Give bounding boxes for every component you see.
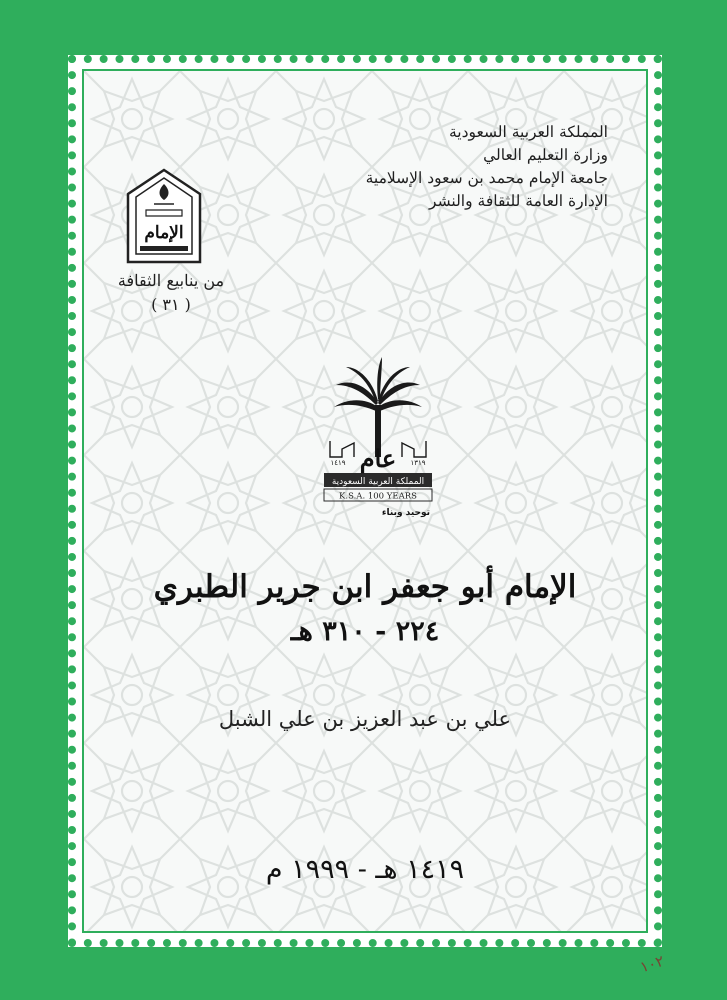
- book-title: الإمام أبو جعفر ابن جرير الطبري: [153, 569, 577, 605]
- emblem-arabic-label: المملكة العربية السعودية: [331, 477, 425, 487]
- series-block: [106, 269, 236, 317]
- emblem-years-left: ١٤١٩: [330, 459, 346, 467]
- handwritten-note: ١٠٢: [637, 951, 667, 977]
- series-number: ( ٣١ ): [151, 295, 191, 314]
- logo-text: الإمام: [144, 223, 184, 243]
- header-line-university: جامعة الإمام محمد بن سعود الإسلامية: [365, 169, 608, 187]
- book-author: علي بن عبد العزيز بن علي الشبل: [218, 707, 512, 731]
- emblem-slogan: توحيد وبناء: [381, 508, 431, 518]
- header-line-ministry: وزارة التعليم العالي: [483, 146, 608, 164]
- publisher-header: [308, 121, 608, 213]
- ksa-100-years-palm-emblem-icon: [316, 353, 440, 533]
- series-name: من ينابيع الثقافة: [117, 271, 225, 290]
- emblem-word: عام: [359, 444, 397, 473]
- emblem-english-label: K.S.A. 100 YEARS: [339, 491, 417, 502]
- header-line-department: الإدارة العامة للثقافة والنشر: [429, 192, 608, 210]
- publication-date: ١٤١٩ هـ - ١٩٩٩ م: [265, 854, 465, 885]
- emblem-years-right: ١٣١٩: [410, 459, 426, 467]
- university-emblem-icon: [124, 166, 204, 266]
- cover-panel: [82, 69, 648, 933]
- header-line-country: المملكة العربية السعودية: [448, 123, 608, 141]
- book-years: ٢٢٤ - ٣١٠ هـ: [290, 616, 440, 647]
- stamp-border-frame: [68, 55, 662, 947]
